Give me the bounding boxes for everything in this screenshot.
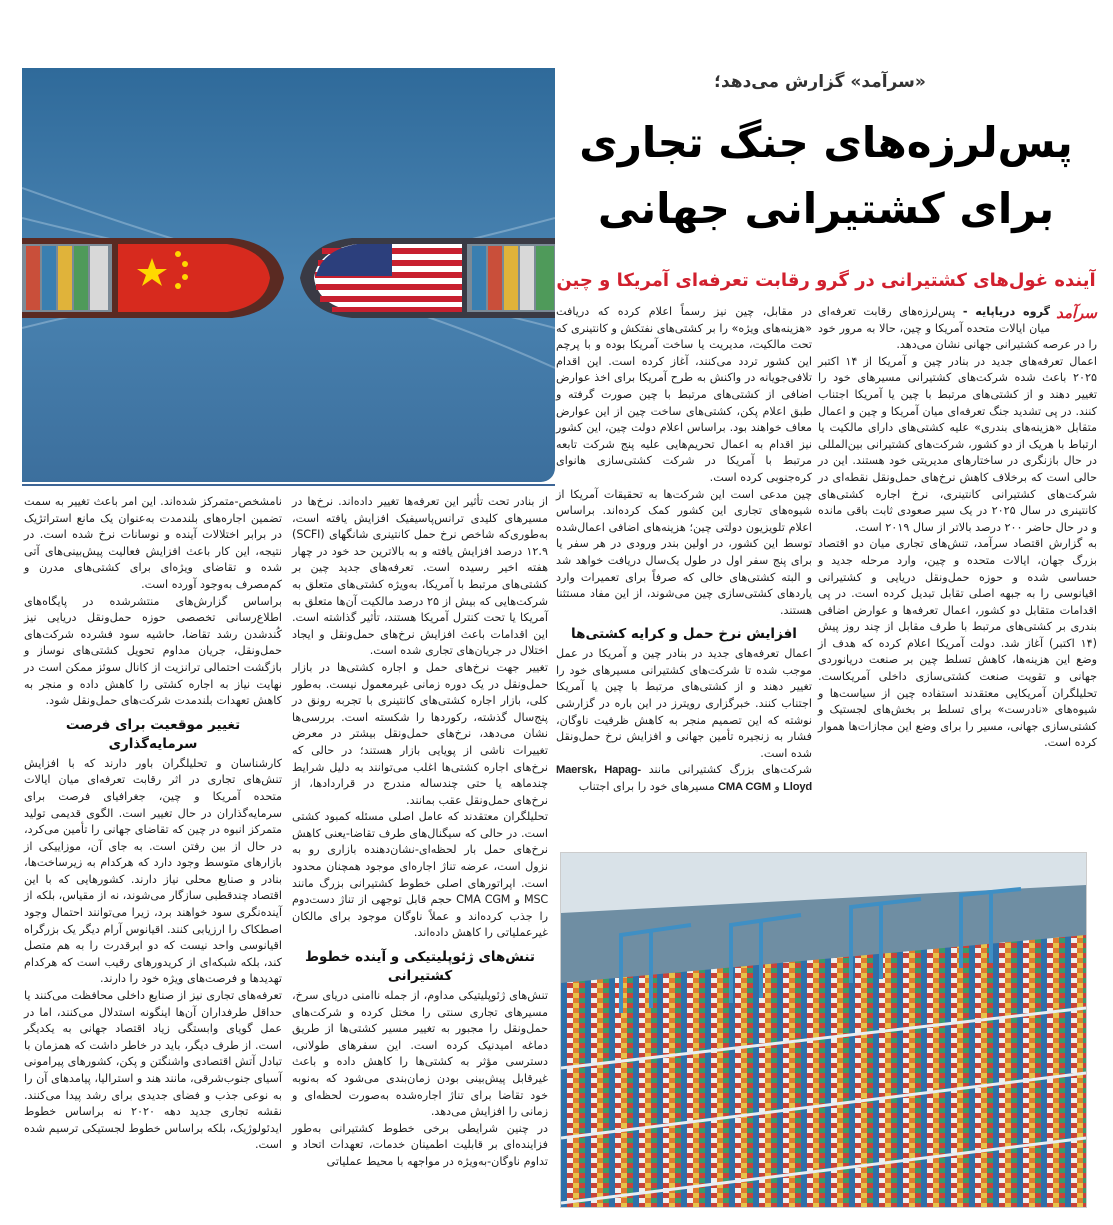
text: شرکت‌های بزرگ کشتیرانی مانند <box>648 763 813 777</box>
kicker: «سرآمد» گزارش می‌دهد؛ <box>714 72 926 92</box>
section-heading: افزایش نرخ حمل و کرایه کشتی‌ها <box>571 626 797 643</box>
paragraph: کارشناسان و تحلیلگران باور دارند که با افزایش تنش‌های تجاری در اثر رقابت تعرفه‌ای میان ایالات متحده آمریکا و چین، جغرافیای فرصت برای سرمایه‌گذاران در حال تغییر است. الگوی قدیمی تولید متمرکز انبوه در چین که تقاضای جهانی را تأمین می‌کرد، در حال از بین رفتن است. به جای آن، موزاییکی از بازارهای متوسط وجود دارد که هرکدام به زیرساخت‌ها، بنادر و صنایع محلی نیاز دارند. کشورهایی که با این اقتصاد چندقطبی سازگار می‌شوند، نه از مقیاس، بلکه از آینده‌نگری سود خواهند برد، زیرا می‌توانند احتمال وجود اصطکاک را ارزیابی کنند. اقیانوس آرام دیگر یک بزرگراه اقیانوسی واحد نیست که دو ابرقدرت را به هم متصل کند، بلکه شبکه‌ای از کریدورهای رقیب است که هرکدام تهدیدها و فرصت‌های ویژه خود را دارند. <box>24 756 282 986</box>
article-column-2 <box>556 304 812 796</box>
container-stack-right <box>472 246 554 310</box>
text: مسیرهای خود را برای اجتناب <box>578 780 715 794</box>
hero-image-ships-facing-off <box>22 68 555 482</box>
paragraph <box>818 304 1097 354</box>
section-heading: تغییر موقعیت برای فرصت سرمایه‌گذاری <box>65 716 241 752</box>
text: و <box>774 780 780 794</box>
paragraph <box>556 762 812 795</box>
paragraph: اعمال تعرفه‌های جدید در بنادر چین و آمریکا در عمل موجب شده تا شرکت‌های کشتیرانی مسیرهای خود را تغییر دهند و از کشتی‌های مرتبط با چین یا آمریکا اجتناب کنند. خبرگزاری رویترز در این باره در گزارشی نوشته که این تصمیم منجر به کاهش ظرفیت ناوگان، فشار به زنجیره تأمین جهانی و افزایش نرخ حمل‌ونقل شده است. <box>556 647 812 760</box>
headline-line-2: برای کشتیرانی جهانی <box>597 184 1055 233</box>
ships-illustration <box>22 68 555 482</box>
page-title <box>556 110 1096 242</box>
company-names: Maersk، Hapag-Lloyd <box>556 764 812 794</box>
paragraph: چین مدعی است این شرکت‌ها به تحقیقات آمریکا از شیوه‌های تجاری این کشور کمک کرده‌اند. براساس اعلام تلویزیون دولتی چین؛ هزینه‌های اضافی اعمال‌شده توسط این کشور، در اولین بندر ورودی در هر سفر یا برای پنج سفر اول در طول یک‌سال دریافت خواهد شد و البته کشتی‌های خالی که صرفاً برای تعمیرات وارد یاردهای کشتی‌سازی چین می‌شوند، از این مفاد مستثنا هستند. <box>556 487 812 617</box>
article-column-3 <box>292 494 548 1171</box>
subheadline: آینده غول‌های کشتیرانی در گرو رقابت تعرفه‌ای آمریکا و چین <box>556 270 1096 291</box>
paragraph: تحلیلگران معتقدند که عامل اصلی مسئله کمبود کشتی است. در حالی که سیگنال‌های طرف تقاضا-یعنی کاهش نرخ‌های حمل بار لحظه‌ای-نشان‌دهنده بازاری رو به نزول است، عرضه تناژ اجاره‌ای موجود همچنان محدود است. اپراتورهای اصلی خطوط کشتیرانی بزرگ مانند MSC و CMA CGM حجم قابل توجهی از تناژ دست‌دوم را جذب کرده‌اند و عملاً ناوگان موجود برای مالکان غیرعملیاتی را کاهش داده‌اند. <box>292 810 548 940</box>
paragraph: تنش‌های ژئوپلیتیکی مداوم، از جمله ناامنی دریای سرخ، مسیرهای تجاری سنتی را مختل کرده و شرکت‌های حمل‌ونقل را مجبور به تغییر مسیر کشتی‌ها از طریق دماغه امیدنیک کرده است. این سفرهای طولانی، دسترسی مؤثر به کشتی‌ها را کاهش داده و باعث غیرقابل پیش‌بینی بودن زمان‌بندی می‌شود که به‌نوبه خود تقاضا برای تناژ اجاره‌شده به‌صورت لحظه‌ای و زمانی را افزایش می‌دهد. <box>292 989 548 1119</box>
china-ship <box>22 238 284 318</box>
section-divider <box>22 484 555 486</box>
company-name: CMA CGM <box>717 781 771 794</box>
port-illustration <box>561 853 1086 1207</box>
article-column-1 <box>818 304 1097 752</box>
paragraph: در چنین شرایطی برخی خطوط کشتیرانی به‌طور فزاینده‌ای بر قابلیت اطمینان خدمات، تعهدات اتحاد و تداوم ناوگان-به‌ویژه در مواجهه با محیط عملیاتی <box>292 1121 548 1168</box>
paragraph: تعرفه‌های تجاری نیز از صنایع داخلی محافظت می‌کنند یا حداقل طرفداران آن‌ها اینگونه استدلال می‌کنند، اما در عمل گویای وابستگی زیاد اقتصاد جهانی به یکدیگر است. از طرف دیگر، باید در خاطر داشت که همزمان با تبادل آتش اقتصادی واشنگتن و پکن، کشورهای پیرامونی آسیای جنوب‌شرقی، مانند هند و استرالیا، پیامدهای آن را به نوعی جذب و فضای جدیدی برای رشد پیدا می‌کنند. نقشه تجاری جدید دهه ۲۰۲۰ نه براساس خطوط ایدئولوژیک، بلکه براساس خطوط لجستیکی ترسیم شده است. <box>24 989 282 1152</box>
paragraph: به گزارش اقتصاد سرآمد، تنش‌های تجاری میان دو اقتصاد بزرگ جهان، ایالات متحده و چین، وارد مرحله جدید و حساسی شده و حوزه حمل‌ونقل دریایی و کشتیرانی اقیانوسی را به جبهه اصلی تقابل تبدیل کرده است. در پی اقدامات متقابل دو کشور، اعمال تعرفه‌ها و عوارض اضافی بندری بر کشتی‌های مرتبط با طرف مقابل از چند روز پیش (۱۴ اکتبر) آغاز شد. دولت آمریکا اعلام کرده که هدف از وضع این هزینه‌ها، کاهش تسلط چین بر صنعت دریانوردی جهانی و تقویت صنعت کشتی‌سازی داخلی آمریکاست. تحلیلگران آمریکایی معتقدند استفاده چین از سیاست‌ها و شیوه‌های «نادرست» برای تسلط بر بخش‌های لجستیک و کشتی‌سازی جهانی، مسیر را برای وضع این مجازات‌ها هموار کرده است. <box>818 537 1097 750</box>
saramad-logo: سرآمد <box>1056 304 1097 322</box>
container-stack-left <box>26 246 108 310</box>
paragraph: براساس گزارش‌های منتشرشده در پایگاه‌های اطلاع‌رسانی تخصصی حوزه حمل‌ونقل دریایی نیز کُندشدن رشد تقاضا، حاشیه سود فشرده شرکت‌های حمل‌ونقل، جریان مداوم تحویل کشتی‌های نوساز و بازگشت احتمالی ترانزیت از کانال سوئز ممکن است در نهایت نیاز به اجاره کشتی را کاهش داده و منجر به کاهش تعهدات بلندمدت شرکت‌های حمل‌ونقل شود. <box>24 594 282 708</box>
byline: گروه دریاپایه - <box>962 305 1051 318</box>
paragraph: نامشخص-متمرکز شده‌اند. این امر باعث تغییر به سمت تضمین اجاره‌های بلندمدت به‌عنوان یک مانع استراتژیک در برابر اختلالات آینده و نوسانات نرخ شده است. در نتیجه، این کار باعث افزایش فعالیت پیش‌بینی‌های آتی شده و تقاضای ویژه‌ای برای کشتی‌های مدرن و کم‌مصرف به‌وجود آورده است. <box>24 495 282 591</box>
paragraph: از بنادر تحت تأثیر این تعرفه‌ها تغییر داده‌اند. نرخ‌ها در مسیرهای کلیدی ترانس‌پاسیفیک افزایش یافته است، به‌طوری‌که شاخص نرخ حمل کانتینری شانگهای (SCFI) ۱۲.۹ درصد افزایش یافته و به بالاترین حد خود در چهار هفته اخیر رسیده است. تعرفه‌های جدید چین بر کشتی‌های مرتبط با آمریکا، به‌ویژه کشتی‌های متعلق به شرکت‌هایی که بیش از ۲۵ درصد مالکیت آن‌ها متعلق به آمریکا یا تحت کنترل آمریکا هستند، تأثیر گذاشته است. این اقدامات باعث افزایش نرخ‌های حمل‌ونقل و ایجاد اختلال در جریان‌های تجاری شده است. <box>292 495 548 658</box>
paragraph: اعمال تعرفه‌های جدید در بنادر چین و آمریکا از ۱۴ اکتبر ۲۰۲۵ باعث شده شرکت‌های کشتیرانی مسیرهای خود را تغییر دهند و از کشتی‌های مرتبط با چین یا آمریکا اجتناب کنند. در پی تشدید جنگ تعرفه‌ای میان آمریکا و چین و اعمال متقابل «هزینه‌های بندری» علیه کشتی‌های دارای مالکیت یا ارتباط با هریک از دو کشور، شرکت‌های کشتیرانی بین‌المللی در حال بازنگری در ساختارهای مدیریتی خود هستند. این در حالی است که برخلاف کاهش نرخ‌های حمل‌ونقل نقطه‌ای در شرکت‌های کشتیرانی کانتینری، نرخ اجاره کشتی‌های کانتینری در سال ۲۰۲۵ در یک سیر صعودی ثابت باقی مانده و در حال حاضر ۲۰۰ درصد بالاتر از سال ۲۰۱۹ است. <box>818 354 1097 534</box>
usa-flag <box>314 244 462 312</box>
port-container-terminal-photo <box>560 852 1087 1208</box>
article-column-4 <box>24 494 282 1154</box>
usa-ship <box>300 238 555 318</box>
china-flag <box>118 244 270 312</box>
lead-text: پس‌لرزه‌های رقابت تعرفه‌ای میان ایالات متحده آمریکا و چین، حالا به مرور خود را در عرصه کشتیرانی جهانی نشان می‌دهد. <box>818 305 1097 352</box>
headline-line-1: پس‌لرزه‌های جنگ تجاری <box>579 118 1073 167</box>
paragraph: تغییر جهت نرخ‌های حمل و اجاره کشتی‌ها در بازار حمل‌ونقل در یک دوره زمانی غیرمعمول نیست. به‌طور کلی، بازار اجاره کشتی‌های کانتینری با تجربه رونق در پنج‌سال گذشته، رکوردها را شکسته است. بررسی‌ها نشان می‌دهد، نرخ‌های حمل‌ونقل بیشتر در معرض تغییرات ناشی از پویایی بازار هستند؛ در حالی که نرخ‌های اجاره کشتی‌ها اغلب می‌توانند به دلیل شرایط چندماهه یا حتی چندساله مندرج در قراردادها، از نرخ‌های حمل‌ونقل عقب بمانند. <box>292 660 548 807</box>
paragraph: در مقابل، چین نیز رسماً اعلام کرده که دریافت «هزینه‌های ویژه» را بر کشتی‌های نفتکش و کانتینری که تحت مالکیت، مدیریت یا ساخت آمریکا بوده و با پرچم این کشور تردد می‌کنند، آغاز کرده است. این اقدام تلافی‌جویانه در واکنش به طرح آمریکا برای اخذ عوارض اضافی از کشتی‌های مرتبط با چین صورت گرفته و طبق اعلام پکن، کشتی‌های ساخت چین از این عوارض معاف خواهند بود. براساس اعلام دولت چین، این کشور نیز اقدام به اعمال تحریم‌هایی علیه پنج شرکت تابعه مرتبط با آمریکا در شرکت کشتی‌سازی هانوای کره‌جنوبی کرده است. <box>556 305 812 484</box>
section-heading: تنش‌های ژئوپلیتیکی و آینده خطوط کشتیرانی <box>305 949 535 985</box>
